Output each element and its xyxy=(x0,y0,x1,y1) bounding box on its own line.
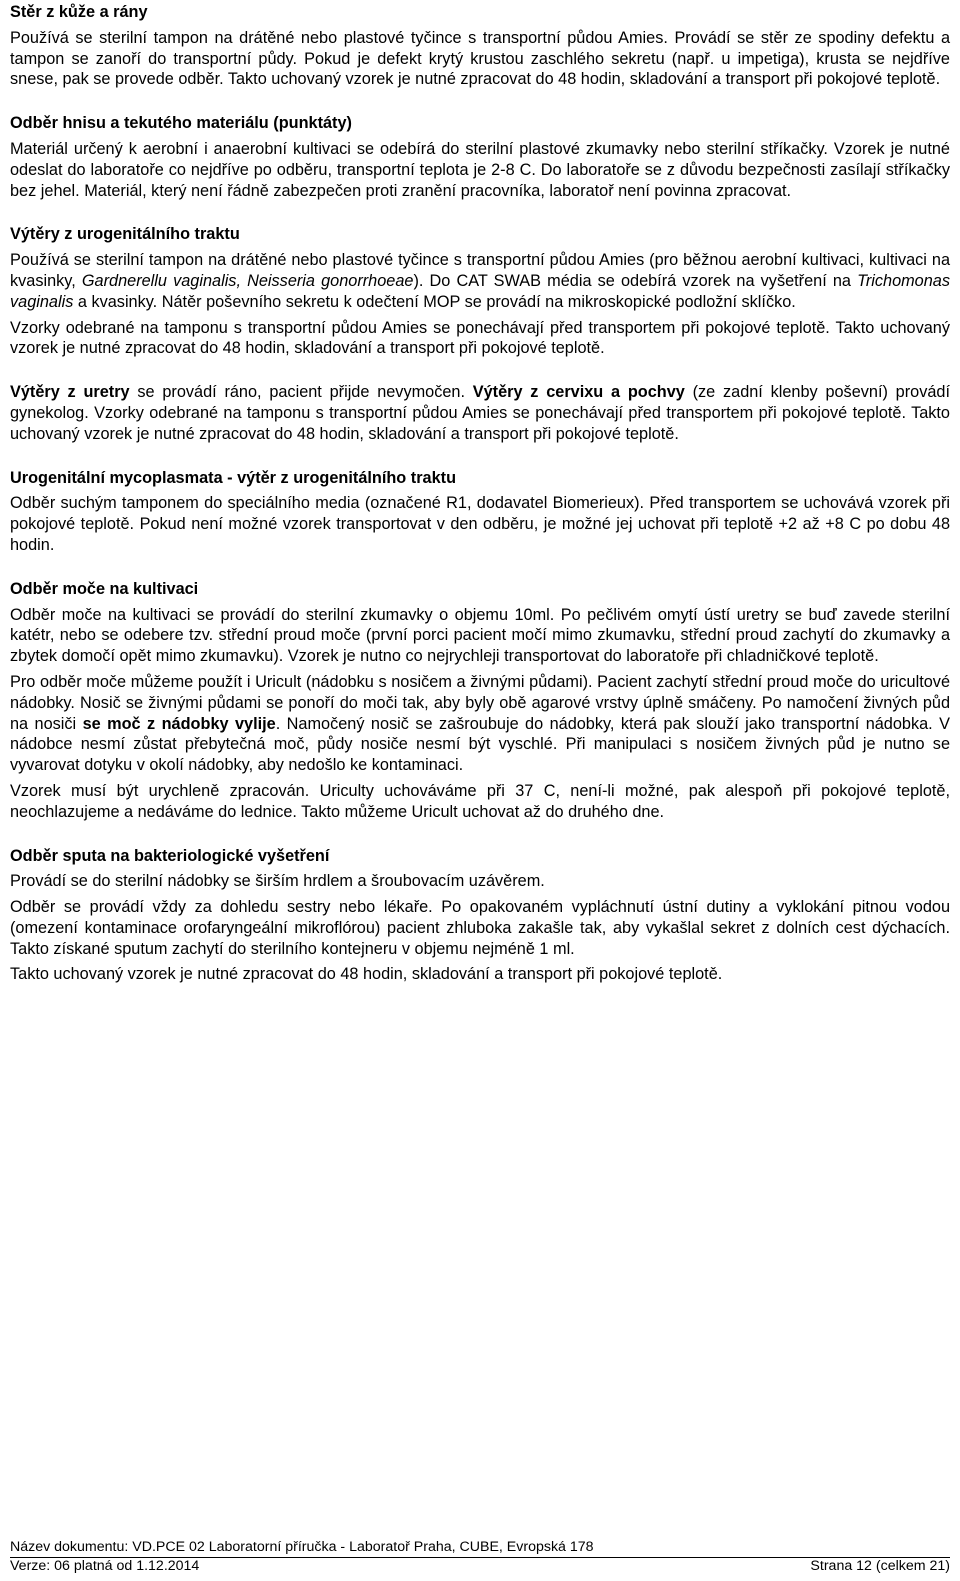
section-heading-mycoplasma: Urogenitální mycoplasmata - výtěr z urogenitálního traktu xyxy=(10,468,457,487)
paragraph-urine-3: Vzorek musí být urychleně zpracován. Uriculty uchováváme při 37 C, není-li možné, pak alespoň při pokojové teplotě, neochlazujeme a nedáváme do lednice. Takto můžeme Uricult uchovat až do druhého dne. xyxy=(10,781,950,821)
section-heading-urine: Odběr moče na kultivaci xyxy=(10,579,199,598)
paragraph-urogenital-2: Vzorky odebrané na tamponu s transportní půdou Amies se ponechávají před transportem při pokojové teplotě. Takto uchovaný vzorek je nutné zpracovat do 48 hodin, skladování a transport při pokojové teplotě. xyxy=(10,318,950,358)
paragraph-urethra-cervix: Výtěry z uretry se provádí ráno, pacient přijde nevymočen. Výtěry z cervixu a pochvy (ze zadní klenby poševní) provádí gynekolog. Vzorky odebrané na tamponu s transportní půdou Amies se ponechávají před transportem při pokojové teplotě. Takto uchovaný vzorek je nutné zpracovat do 48 hodin, skladování a transport při pokojové teplotě. xyxy=(10,383,950,443)
paragraph-sputum-2: Odběr se provádí vždy za dohledu sestry nebo lékaře. Po opakovaném vypláchnutí ústní dutiny a vyklokání pitnou vodou (omezení kontaminace orofaryngeální mikroflórou) pacient zhluboka zakašle tak, aby vykašlal sekret z dolních cest dýchacích. Takto získané sputum zachytí do sterilního kontejneru v objemu nejméně 1 ml. xyxy=(10,898,950,958)
paragraph-skin-swab: Používá se sterilní tampon na drátěné nebo plastové tyčince s transportní půdou Amies. Provádí se stěr ze spodiny defektu a tampon se zanoří do transportní půdy. Pokud je defekt krytý krustou zaschlého sekretu (např. u impetiga), krusta se nejdříve snese, pak se provede odběr. Takto uchovaný vzorek je nutné zpracovat do 48 hodin, skladování a transport při pokojové teplotě. xyxy=(10,28,950,89)
paragraph-mycoplasma: Odběr suchým tamponem do speciálního media (označené R1, dodavatel Biomerieux). Před transportem se uchovává vzorek při pokojové teplotě. Pokud není možné vzorek transportovat v den odběru, je možné jej uchovat při teplotě +2 až +8 C po dobu 48 hodin. xyxy=(10,494,950,554)
section-heading-sputum: Odběr sputa na bakteriologické vyšetření xyxy=(10,846,330,865)
paragraph-pus: Materiál určený k aerobní i anaerobní kultivaci se odebírá do sterilní plastové zkumavky nebo sterilní stříkačky. Vzorek je nutné odeslat do laboratoře co nejdříve po odběru, transportní teplota je 2-8 C. Do laboratoře se z důvodu bezpečnosti zasílají stříkačky bez jehel. Materiál, který není řádně zabezpečen proti zranění pracovníka, laboratoř není povinna zpracovat. xyxy=(10,139,950,200)
paragraph-sputum-3: Takto uchovaný vzorek je nutné zpracovat do 48 hodin, skladování a transport při pokojové teplotě. xyxy=(10,965,723,984)
document-body xyxy=(10,2,950,985)
section-heading-pus: Odběr hnisu a tekutého materiálu (punktáty) xyxy=(10,114,352,133)
footer-page-number: Strana 12 (celkem 21) xyxy=(810,1558,950,1574)
paragraph-urine-1: Odběr moče na kultivaci se provádí do sterilní zkumavky o objemu 10ml. Po pečlivém omytí ústí uretry se buď zavede sterilní katétr, nebo se odebere tzv. střední proud moče (první porci pacient močí mimo zkumavku, střední proud zachytí do zkumavky a zbytek domočí opět mimo zkumavku). Vzorek je nutno co nejrychleji transportovat do laboratoře při chladničkové teplotě. xyxy=(10,605,950,666)
footer-version: Verze: 06 platná od 1.12.2014 xyxy=(10,1558,200,1574)
page-footer xyxy=(10,1539,950,1575)
paragraph-sputum-1: Provádí se do sterilní nádobky se širším hrdlem a šroubovacím uzávěrem. xyxy=(10,872,545,891)
paragraph-urine-2: Pro odběr moče můžeme použít i Uricult (nádobku s nosičem a živnými půdami). Pacient zachytí střední proud moče do uricultové nádobky. Nosič se živnými půdami se ponoří do moči tak, aby byly obě agarové vrstvy úplně smáčeny. Po namočení živných půd na nosiči se moč z nádobky vylije. Namočený nosič se zašroubuje do nádobky, která pak slouží jako transportní nádobka. V nádobce nesmí zůstat přebytečná moč, půdy nosiče nesmí být vyschlé. Při manipulaci s nosičem živných půd je nutno se vyvarovat dotyku v okolí nádobky, aby nedošlo ke kontaminaci. xyxy=(10,672,950,775)
section-heading-urogenital: Výtěry z urogenitálního traktu xyxy=(10,225,240,244)
section-heading-skin-swab: Stěr z kůže a rány xyxy=(10,3,148,21)
paragraph-urogenital-1: Používá se sterilní tampon na drátěné nebo plastové tyčince s transportní půdou Amies (pro běžnou aerobní kultivaci, kultivaci na kvasinky, Gardnerellu vaginalis, Neisseria gonorrhoeae). Do CAT SWAB média se odebírá vzorek na vyšetření na Trichomonas vaginalis a kvasinky. Nátěr poševního sekretu k odečtení MOP se provádí na mikroskopické podložní sklíčko. xyxy=(10,251,950,311)
footer-document-name: Název dokumentu: VD.PCE 02 Laboratorní příručka - Laboratoř Praha, CUBE, Evropská 178 xyxy=(10,1539,594,1555)
